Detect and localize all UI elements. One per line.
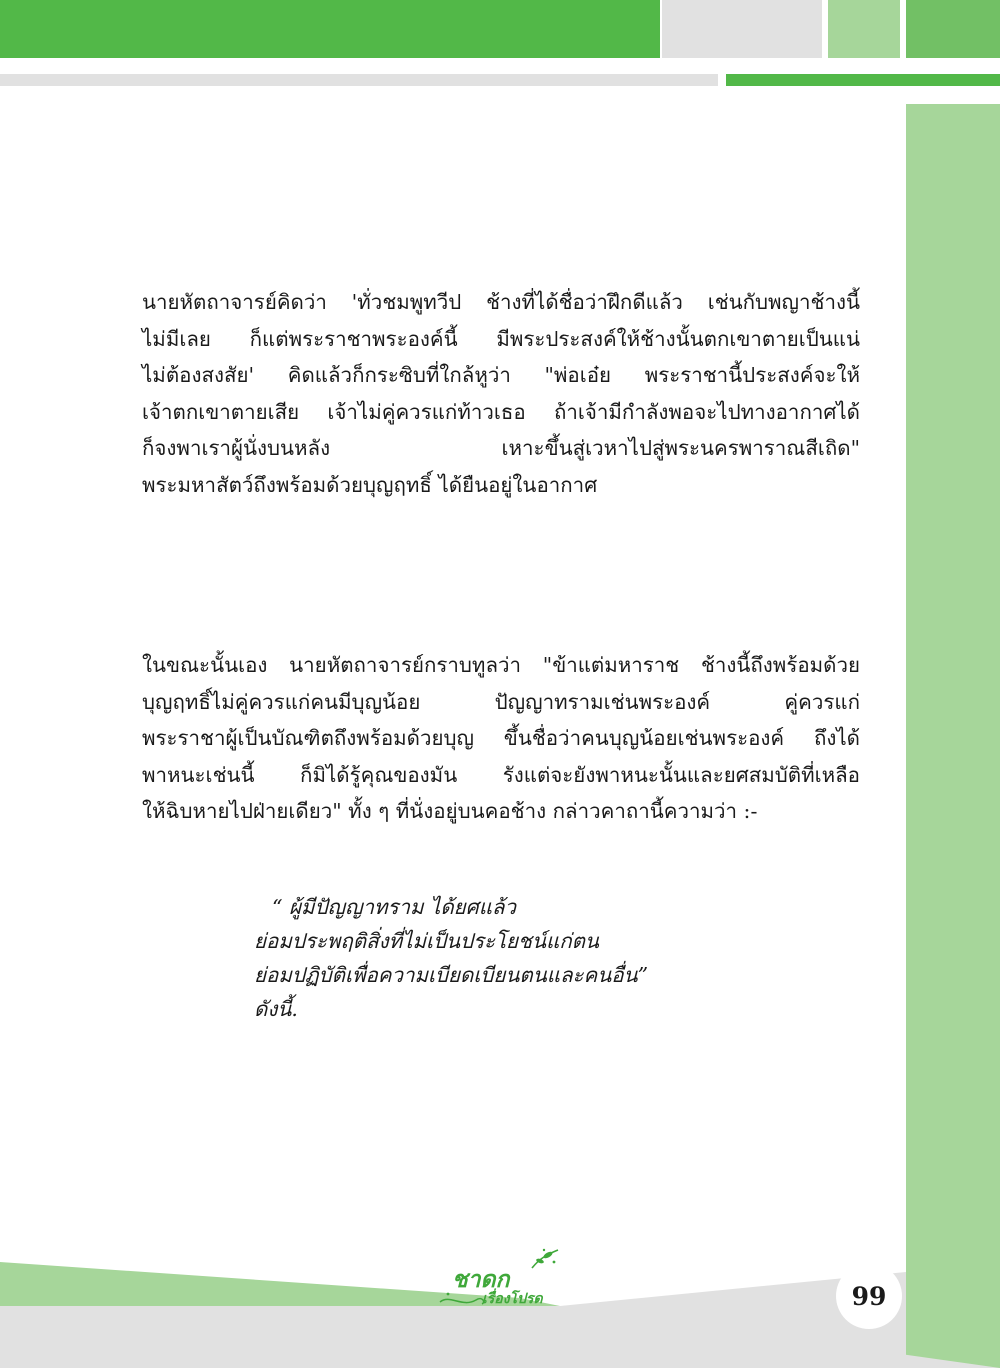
header-green-bar bbox=[0, 0, 660, 58]
logo-subtitle: เรื่องโปรด bbox=[482, 1291, 543, 1307]
verse-line: ย่อมปฏิบัติเพื่อความเบียดเบียนตนและคนอื่น” bbox=[254, 963, 649, 987]
header-gray-rule bbox=[0, 74, 718, 86]
page-number-badge bbox=[836, 1263, 902, 1329]
verse-line: ย่อมประพฤติสิ่งที่ไม่เป็นประโยชน์แก่ตน bbox=[254, 929, 599, 953]
verse-quote bbox=[254, 890, 774, 1026]
text-line: ให้ฉิบหายไปฝ่ายเดียว" ทั้ง ๆ ที่นั่งอยู่บนคอช้าง กล่าวคาถานี้ความว่า :- bbox=[142, 799, 758, 823]
text-line: พระราชาผู้เป็นบัณฑิตถึงพร้อมด้วยบุญ ขึ้นชื่อว่าคนบุญน้อยเช่นพระองค์ ถึงได้ bbox=[142, 726, 860, 750]
text-line: พระมหาสัตว์ถึงพร้อมด้วยบุญฤทธิ์ ได้ยืนอยู่ในอากาศ bbox=[142, 472, 598, 497]
text-line: เจ้าตกเขาตายเสีย เจ้าไม่คู่ควรแก่ท้าวเธอ ถ้าเจ้ามีกำลังพอจะไปทางอากาศได้ bbox=[142, 399, 860, 424]
text-line: ก็จงพาเราผู้นั่งบนหลัง เหาะขึ้นสู่เวหาไปสู่พระนครพาราณสีเถิด" bbox=[142, 436, 860, 460]
text-line: บุญฤทธิ์ไม่คู่ควรแก่คนมีบุญน้อย ปัญญาทรามเช่นพระองค์ คู่ควรแก่ bbox=[142, 689, 860, 714]
verse-line: ดังนี้. bbox=[254, 997, 298, 1021]
verse-line: “ ผู้มีปัญญาทราม ได้ยศแล้ว bbox=[272, 895, 516, 919]
text-line: พาหนะเช่นนี้ ก็มิได้รู้คุณของมัน รังแต่จะยังพาหนะนั้นและยศสมบัติที่เหลือ bbox=[142, 762, 860, 787]
header-green-rule bbox=[726, 74, 1000, 86]
right-side-bar bbox=[906, 104, 1000, 1368]
jataka-logo bbox=[436, 1246, 576, 1316]
text-line: ไม่มีเลย ก็แต่พระราชาพระองค์นี้ มีพระประสงค์ให้ช้างนั้นตกเขาตายเป็นแน่ bbox=[142, 326, 860, 351]
paragraph-1 bbox=[142, 284, 860, 503]
paragraph-2 bbox=[142, 647, 860, 830]
text-line: ไม่ต้องสงสัย' คิดแล้วก็กระซิบที่ใกล้หูว่า "พ่อเอ๋ย พระราชานี้ประสงค์จะให้ bbox=[142, 363, 860, 387]
logo-title: ชาดก bbox=[452, 1267, 510, 1293]
text-line: ในขณะนั้นเอง นายหัตถาจารย์กราบทูลว่า "ข้าแต่มหาราช ช้างนี้ถึงพร้อมด้วย bbox=[142, 653, 860, 677]
text-line: นายหัตถาจารย์คิดว่า 'ทั่วชมพูทวีป ช้างที่ได้ชื่อว่าฝึกดีแล้ว เช่นกับพญาช้างนี้ bbox=[142, 290, 860, 314]
header-green-block bbox=[906, 0, 1000, 58]
header-light-green-block bbox=[828, 0, 900, 58]
page-number: 99 bbox=[851, 1281, 887, 1311]
header-gray-block bbox=[662, 0, 822, 58]
